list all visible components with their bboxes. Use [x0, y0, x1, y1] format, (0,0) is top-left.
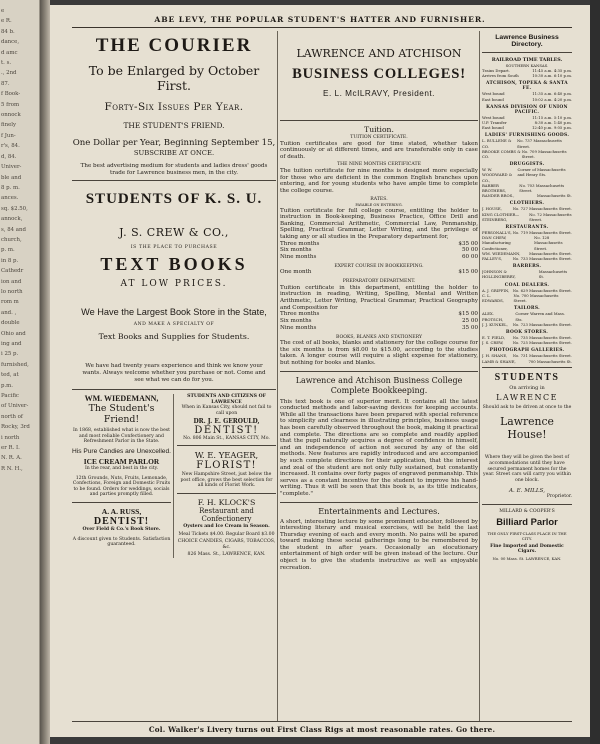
prev-page-line: e R.: [1, 18, 12, 25]
prev-page-line: Ohio and: [1, 330, 26, 337]
expert-row-label: One month: [280, 269, 312, 276]
prev-page-line: p.m.: [1, 382, 13, 389]
crew-company: J. S. CREW & CO.,: [119, 226, 229, 240]
directory-entry-address: Corner Warren and Mass. Sts.: [515, 311, 566, 322]
price-label: Nine months: [280, 324, 317, 331]
page-gutter: [40, 0, 50, 744]
prev-page-line: d, 84.: [1, 153, 17, 160]
price-row: [280, 254, 478, 261]
directory-entry-address: No. 703 Massachusetts Street.: [519, 182, 565, 194]
price-row: [280, 325, 478, 332]
prev-page-line: ances.: [1, 195, 19, 202]
directory-entry: [482, 212, 572, 222]
courier-subscribe: SUBSCRIBE AT ONCE.: [133, 149, 215, 157]
directory-entry-address: 700 Massachusetts St.: [528, 358, 572, 364]
cards-when: When in Kansas City, should not fail to call upon: [181, 405, 272, 416]
directory-entry: [482, 359, 572, 364]
train-label: West bound: [482, 114, 505, 120]
klock-cigars: CHOICE CANDIES, CIGARS, TOBACCOS, &c.: [177, 539, 276, 550]
nine-months-text: The tuition certificate for nine months is designed more especially for those who are deficient in the common English branches upon entering, and for young students who have ample time to complete the college course.: [280, 167, 478, 194]
directory-category: BOOK STORES.: [505, 329, 549, 335]
directory-entry-address: No. 725 Massachusetts Street.: [512, 340, 572, 346]
crew-supplies: Text Books and Supplies for Students.: [98, 332, 250, 342]
train-row: [482, 97, 572, 102]
directory-entry-name: JOHNSON & HOLLINGBERRY,: [482, 269, 516, 280]
directory-sections: [482, 133, 572, 363]
section-rule: [72, 180, 276, 181]
directory-entry: [482, 167, 572, 183]
prev-page-line: 84 b.: [1, 28, 15, 35]
column-rule: [277, 31, 278, 721]
klock-oysters: Oysters and Ice Cream in Season.: [183, 523, 270, 529]
directory-entry-name: PERSONALL'S,: [482, 230, 512, 236]
house-arriving: On arriving in: [509, 384, 545, 391]
gerould-name: DR. J. E. GEROULD,: [193, 417, 260, 425]
directory-category: COAL DEALERS.: [504, 282, 550, 288]
directory-entry-name: J. S. CREW,: [482, 340, 504, 346]
footer-livery: Col. Walker's Livery turns out First Class Rigs at most reasonable rates. Go there.: [72, 721, 572, 734]
klock-meals: Meal Tickets $4.00. Regular Board $3.00: [178, 531, 275, 537]
gerould-address: No. 806 Main St., KANSAS CITY, Mo.: [183, 435, 270, 441]
prev-page-line: ble and: [1, 174, 22, 181]
prev-page-line: and. ,: [1, 309, 17, 316]
crew-experience: We have had twenty years experience and think we know your wants. Always welcome whether you purchase or not. Come and see what we can do for you.: [82, 363, 266, 383]
books-heading: BOOKS, BLANKS AND STATIONERY: [335, 334, 422, 340]
certificate-text: Tuition certificates are good for time stated, whether taken continuously or at different times, and are transferable only in case of death.: [280, 140, 478, 160]
prev-page-line: d amc: [1, 49, 18, 56]
directory-entry: [482, 149, 572, 159]
courier-title: THE COURIER: [95, 35, 253, 56]
directory-category: TAILORS.: [514, 306, 540, 312]
cards-heading: STUDENTS AND CITIZENS OF LAWRENCE: [187, 394, 266, 405]
section-rule: [177, 493, 276, 494]
directory-entry-address: No. 735 Massachusetts Street.: [512, 334, 572, 340]
section-rule: [280, 371, 478, 372]
rates-payable: PAYABLE ON ENTERING.: [355, 202, 403, 207]
billiard-cigars: Fine Imported and Domestic Cigars.: [490, 543, 564, 554]
prev-page-line: ., 2nd: [1, 70, 17, 77]
section-rule: [72, 389, 276, 390]
page-header: ABE LEVY, THE POPULAR STUDENT'S HATTER AND FURNISHER.: [154, 15, 486, 24]
price-row: [280, 247, 478, 254]
directory-entry-address: No. 709 Massachusetts Street.: [521, 148, 567, 160]
wiedemann-name: WM. WIEDEMANN,: [84, 394, 159, 404]
expert-row-value: $15 00: [458, 269, 478, 276]
books-text: The cost of all books, blanks and stationery for the college course for the six months is from $8.00 to $15.00, according to the studies taken. A longer course will require a slight expense for stationery, but nothing for books and blanks.: [280, 340, 478, 367]
newspaper-page: [50, 5, 590, 737]
expert-row: [280, 269, 478, 276]
house-driven: Should ask to be driven at once to the: [482, 404, 572, 410]
directory-entry: [482, 311, 572, 321]
prev-page-line: Univer-: [1, 164, 22, 171]
railroad-heading: RAILROAD TIME TABLES.: [491, 57, 563, 63]
prev-page-line: r's, 84.: [1, 143, 20, 150]
directory-entry-name: FALLEY'S,: [482, 256, 503, 262]
price-value: 25 00: [461, 318, 478, 325]
directory-category: CLOTHIERS.: [509, 201, 545, 207]
college-president: E. L. McILRAVY, President.: [323, 89, 435, 98]
directory-entry-name: A. J. GRIFFIN,: [482, 287, 510, 293]
column-left: [72, 31, 276, 711]
college-title-line1: LAWRENCE AND ATCHISON: [296, 47, 462, 60]
entertainments-text: A short, interesting lecture by some prominent educator, followed by interesting literary and musical exercises, will be held the last Thursday evening of each and every month. No pains will be spared toward making these social gatherings long to be remembered by the student in after years. Occasionally an elocutionary entertainment of high order will be given instead of the lecture. Our object is to give the students instructive as well as enjoyable recreation.: [280, 518, 478, 571]
train-label: East bound: [482, 125, 504, 131]
price-value: 50 00: [461, 247, 478, 254]
house-name: Lawrence House!: [500, 415, 554, 442]
prev-page-line: er R. I.: [1, 445, 20, 452]
directory-entry: [482, 322, 572, 327]
klock-address: 826 Mass. St., LAWRENCE, KAN.: [187, 552, 266, 558]
wiedemann-text: In 1868, established what is now the best and most reliable Confectionery and Refreshment Parlor in the State.: [72, 428, 170, 445]
billiard-name: Billiard Parlor: [496, 515, 558, 527]
directory-entry-address: No. 733 Massachusetts Street.: [512, 256, 572, 262]
yeager-name: W. E. YEAGER,: [194, 450, 259, 461]
directory-category: RESTAURANTS.: [505, 225, 549, 231]
prev-page-line: p. m.: [1, 247, 15, 254]
russ-over: Over Field & Co.'s Book Store.: [82, 526, 161, 532]
directory-entry: [482, 293, 572, 303]
expert-heading: EXPERT COURSE IN BOOKKEEPING.: [334, 263, 424, 269]
crew-specialty: AND MAKE A SPECIALTY OF: [133, 321, 215, 327]
price-label: Three months: [280, 311, 320, 318]
directory-entry-address: No. 719 Massachusetts Street.: [512, 230, 572, 236]
directory-entry-address: No. 731 Massachusetts Street.: [512, 353, 572, 359]
bookkeeping-title: Lawrence and Atchison Business College Complete Bookkeeping.: [295, 375, 463, 395]
house-text: Where they will be given the best of accommodations until they have secured permanent homes for the year. Street cars will carry you within one block.: [483, 455, 571, 483]
directory-entry-name: LAMB & SHANE,: [482, 358, 516, 364]
train-time: 10:30 a.m. 6:10 p.m.: [532, 73, 572, 79]
scan-border: [590, 0, 600, 744]
house-proprietor: A. E. MILLS,: [508, 488, 545, 495]
prev-page-line: f Jun-: [1, 132, 16, 139]
train-time: 11:15 a.m. 5:10 p.m.: [532, 114, 572, 120]
russ-dentist: DENTIST!: [93, 515, 150, 527]
directory-entry: [482, 183, 572, 193]
wiedemann-ice-cream: ICE CREAM PARLOR: [83, 456, 160, 466]
previous-page-edge: [0, 0, 40, 744]
directory-category: DRUGGISTS.: [509, 162, 545, 168]
directory-entry-address: No. 723 Massachusetts Street.: [512, 321, 572, 327]
prev-page-line: ted, at: [1, 372, 19, 379]
klock-name: F. H. KLOCK'S: [197, 497, 256, 507]
rates-table: [280, 241, 478, 261]
directory-entry-address: No. 737 Massachusetts Street.: [516, 138, 562, 149]
prev-page-line: N. R. A.: [1, 455, 22, 462]
train-time: 8:30 a.m. 1:40 p.m.: [534, 120, 572, 126]
directory-entry: [482, 235, 572, 251]
prev-page-line: of Univer-: [1, 403, 29, 410]
directory-entry-address: No. 128 Massachusetts Street.: [534, 235, 563, 251]
wiedemann-goods: 12th Grounds, Nuts, Fruits, Lemonade, Confections, Foreign and Domestic Fruits to be found. Orders for weddings, socials and parties promptly filled.: [72, 475, 171, 498]
directory-entry-name: E. T. FIELD,: [482, 334, 506, 340]
prev-page-line: t. s.: [1, 60, 12, 67]
train-label: Trains Depart.: [482, 68, 510, 73]
prev-page-line: e: [1, 8, 5, 14]
directory-title: Lawrence Business Directory.: [495, 34, 559, 48]
ad-column-left: [72, 394, 174, 558]
directory-entry: [482, 193, 572, 198]
railroad-line-heading: KANSAS DIVISION OF UNION PACIFIC.: [486, 104, 568, 115]
wiedemann-rear: In the rear, and best in the city.: [84, 465, 159, 471]
train-label: Arrives from South: [482, 73, 519, 79]
prev-page-line: R N. H.,: [1, 465, 23, 472]
billiard-only: THE ONLY FIRST-CLASS PLACE IN THE CITY.: [487, 530, 567, 541]
college-title-line2: BUSINESS COLLEGES!: [292, 66, 466, 82]
prev-page-line: sq. $2.50,: [1, 205, 28, 212]
train-label: East bound: [482, 96, 504, 102]
header-rule: [72, 27, 572, 28]
directory-category: PHOTOGRAPH GALLERIES.: [489, 348, 565, 354]
preparatory-text: Tuition certificate in this department, entitling the holder to instruction in reading, Writing, Spelling, Mental and Written Arithmetic, Letter Writing, Practical Grammar, Practical Geography and Composition for: [280, 284, 478, 311]
prev-page-line: 8 p. m.: [1, 184, 20, 191]
nine-months-heading: THE NINE MONTHS CERTIFICATE: [337, 162, 421, 168]
crew-largest: We Have the Largest Book Store in the State,: [81, 306, 267, 317]
prev-page-line: 87.: [1, 80, 10, 87]
directory-entry-name: J. J. KUNKEL,: [482, 321, 508, 327]
directory-entry-address: Massachusetts St.: [536, 193, 572, 199]
train-time: 11:35 a.m. 6:40 p.m.: [532, 91, 572, 97]
prev-page-line: furnished,: [1, 361, 29, 368]
directory-entry-name: KING CLOTHIER—STEINBERG,: [482, 211, 520, 222]
directory-entry-name: J. H. SHANE,: [482, 353, 508, 359]
price-row: [280, 241, 478, 248]
prev-page-line: lo north: [1, 288, 23, 295]
prev-page-line: annock,: [1, 216, 23, 223]
train-label: West bound: [482, 91, 505, 97]
bookkeeping-text: This text book is one of superior merit. It contains all the latest conducted methods and labor-saving devices for keeping accounts. While all the transactions have been prepared with special reference to simplicity and clearness in illustrating principles, business usage has been carefully observed throughout the book, making it practical and complete. The directions are so complete and readily applied that the pupil naturally acquires a degree of confidence in himself, and an independence of action not secured by any of the old methods. New features are rapidly introduced and are accompanied by such complete directions for their application, that the interest and zeal of the student are not only fully sustained, but constantly increased. It contains over forty pages of engraved penmanship. This serves as a constant incentive for the student to improve his hand-writing. Thus it will be seen that this book is, as its title indicates, "complete.": [280, 398, 478, 497]
tuition-heading: Tuition.: [364, 125, 394, 134]
price-label: Six months: [280, 318, 312, 325]
crew-place: IS THE PLACE TO PURCHASE: [130, 245, 218, 251]
ad-column-right: [174, 394, 276, 558]
billiard-address: No. 00 Mass. St. LAWRENCE, KAN.: [492, 555, 562, 561]
section-rule: [482, 367, 572, 368]
prev-page-line: double: [1, 320, 20, 327]
courier-friend: THE STUDENT'S FRIEND.: [123, 121, 225, 130]
prev-page-line: church,: [1, 236, 22, 243]
directory-entry-name: L. BULLENE & CO.: [482, 138, 512, 149]
directory-entry-address: No. 72 Massachusetts Street.: [529, 211, 572, 222]
section-rule: [280, 120, 478, 121]
russ-discount: A discount given to Students. Satisfaction guaranteed.: [72, 536, 171, 548]
train-label: U.P. Transfer: [482, 120, 507, 126]
price-value: $15 00: [458, 311, 478, 318]
directory-entry: [482, 138, 572, 148]
russ-name: A. A. RUSS,: [101, 506, 142, 516]
section-rule: [280, 502, 478, 503]
rates-text: Tuition certificate for full college course, entitling the holder to instruction in Book-keeping, Business Practice, Office Drill and Banking, Commercial Arithmetic, Commercial Law, Penmanship, Spelling, Practical Grammar, Letter Writing, and the privilege of taking any or all studies in the Preparatory department for,: [280, 207, 478, 240]
directory-entry: [482, 256, 572, 261]
directory-entry-address: Massachusetts St.: [538, 269, 568, 280]
price-value: $35 00: [458, 240, 478, 247]
directory-entry-name: ALEX. PROTSCH,: [482, 311, 504, 322]
previous-page-text: [0, 0, 39, 474]
train-row: [482, 73, 572, 78]
yeager-text: New Hampshire Street, just below the post office, grows the best selection for all kinds of Florist Work.: [180, 472, 273, 489]
courier-advertising: The best advertising medium for students and ladies dress' goods trade for Lawrence business men, in the city.: [80, 163, 268, 176]
column-rule: [479, 31, 480, 721]
prev-page-line: Cathedr: [1, 268, 24, 275]
wiedemann-tagline: The Student's Friend!: [88, 403, 155, 426]
billiard-owners: MILLARD & COOPER'S: [499, 508, 555, 514]
section-rule: [482, 52, 572, 53]
courier-enlarged: To be Enlarged by October First.: [88, 63, 260, 93]
price-label: Three months: [280, 240, 320, 247]
klock-title: Restaurant and Confectionery: [199, 506, 254, 523]
certificate-heading: TUITION CERTIFICATE.: [350, 135, 408, 140]
directory-entry-name: C. L. EDWARDS,: [482, 292, 504, 304]
directory-entry-name: D&N CHEW, Manufacturing Confectioner,: [482, 235, 511, 251]
prev-page-line: rom m: [1, 299, 19, 306]
prev-page-line: Pacific: [1, 393, 19, 400]
entertainments-heading: Entertainments and Lectures.: [318, 506, 440, 516]
section-rule: [177, 445, 276, 446]
gerould-title: DENTIST!: [194, 424, 259, 436]
price-label: Six months: [280, 247, 312, 254]
directory-entry-name: W. W. WOODWARD & CO.,: [482, 167, 513, 183]
prev-page-line: dance,: [1, 39, 20, 46]
prev-page-line: finely: [1, 122, 17, 129]
prev-page-line: onnock: [1, 112, 21, 119]
railroad-line-heading: ATCHISON, TOPEKA & SANTA FE.: [486, 81, 568, 92]
train-time: 12:40 p.m. 9:05 p.m.: [532, 125, 572, 131]
directory-entry: [482, 269, 572, 279]
section-rule: [482, 504, 572, 505]
train-table: [482, 68, 572, 130]
directory-entry-name: RANDER BROS.,: [482, 193, 515, 199]
directory-entry-address: Corner of Massachusetts and Henry Sts.: [517, 167, 566, 178]
house-students: STUDENTS: [494, 371, 560, 383]
price-value: 35 00: [461, 324, 478, 331]
prev-page-line: north of: [1, 413, 23, 420]
column-center: [280, 31, 478, 711]
prev-page-line: f Book-: [1, 91, 21, 98]
price-row: [280, 318, 478, 325]
train-time: 10:02 a.m. 4:20 p.m.: [532, 96, 572, 102]
railroad-sub: SOUTHERN KANSAS.: [505, 63, 549, 68]
preparatory-table: [280, 311, 478, 331]
house-proprietor-title: Proprietor.: [546, 494, 572, 500]
directory-category: BARBERS.: [512, 264, 542, 270]
small-ads: [72, 394, 276, 558]
crew-prices: AT LOW PRICES.: [120, 278, 228, 289]
preparatory-heading: PREPARATORY DEPARTMENT.: [342, 279, 416, 285]
prev-page-line: ing and: [1, 341, 22, 347]
courier-price: One Dollar per Year, Beginning September 15,: [72, 138, 276, 148]
crew-textbooks: TEXT BOOKS: [100, 253, 248, 274]
directory-entry-address: No. 700 Massachusetts Street.: [513, 292, 559, 304]
directory-entry-address: No. 629 Massachusetts Street.: [512, 287, 572, 293]
prev-page-line: i 25 p.: [1, 351, 19, 358]
prev-page-line: Rocky, 3rd: [1, 424, 30, 431]
crew-students: STUDENTS OF K. S. U.: [85, 191, 263, 208]
train-row: [482, 125, 572, 130]
rates-heading: RATES.: [370, 197, 388, 203]
section-rule: [72, 502, 171, 503]
prev-page-line: in 8 p.: [1, 257, 19, 264]
directory-entry-name: BROOKE COMBS & CO.: [482, 148, 521, 160]
yeager-florist: FLORIST!: [196, 460, 257, 472]
price-row: [280, 311, 478, 318]
prev-page-line: ion and: [1, 278, 22, 285]
courier-issues: Forty-Six Issues Per Year.: [104, 101, 244, 113]
price-label: Nine months: [280, 254, 317, 261]
prev-page-line: 5 from: [1, 101, 20, 108]
prev-page-line: s, 84 and: [1, 226, 26, 233]
price-value: 60 00: [461, 254, 478, 261]
directory-entry-name: BARBER BROTHERS,: [482, 182, 506, 194]
directory-entry-name: WM. WIEDEMANN,: [482, 250, 521, 256]
directory-entry-address: No. 727 Massachusetts Street.: [512, 206, 572, 212]
directory-entry: [482, 340, 572, 345]
train-time: 11:45 a.m. 4:35 p.m.: [532, 68, 572, 73]
directory-entry-name: J. HOUSE,: [482, 206, 502, 212]
column-right: [482, 31, 572, 711]
directory-entry-address: Massachusetts Street.: [529, 250, 572, 256]
house-lawrence: LAWRENCE: [496, 392, 558, 402]
prev-page-line: i north: [1, 434, 20, 441]
directory-category: LADIES' FURNISHING GOODS.: [484, 133, 570, 139]
wiedemann-candies: His Pure Candies are Unexcelled.: [72, 447, 171, 455]
